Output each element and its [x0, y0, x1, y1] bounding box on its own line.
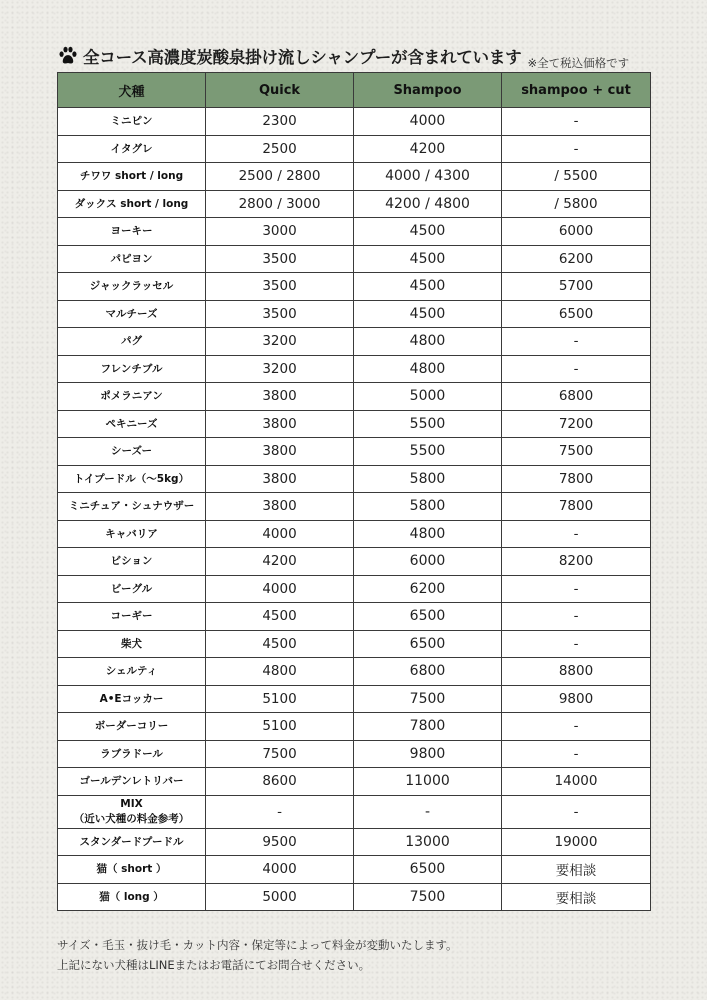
- quick-price-cell: 9500: [206, 828, 354, 856]
- footer-notes: [57, 935, 667, 975]
- shampoo-price-cell: 4500: [354, 245, 502, 273]
- breed-cell: [58, 856, 206, 884]
- table-row: [58, 135, 651, 163]
- breed-name: コーギー: [110, 610, 153, 623]
- table-row: [58, 548, 651, 576]
- table-row: [58, 245, 651, 273]
- shampoo-cut-price-cell: -: [502, 575, 651, 603]
- shampoo-price-cell: 4500: [354, 218, 502, 246]
- quick-price-cell: 4200: [206, 548, 354, 576]
- table-row: [58, 658, 651, 686]
- table-row: [58, 768, 651, 796]
- breed-name: A•Eコッカー: [99, 692, 164, 705]
- breed-cell: [58, 245, 206, 273]
- column-header-quick: Quick: [206, 73, 354, 108]
- quick-price-cell: 3800: [206, 410, 354, 438]
- quick-price-cell: 4000: [206, 856, 354, 884]
- breed-name: チワワ short / long: [79, 170, 184, 183]
- shampoo-price-cell: 4800: [354, 328, 502, 356]
- shampoo-cut-price-cell: -: [502, 740, 651, 768]
- breed-name: ミニチュア・シュナウザー: [68, 500, 195, 513]
- quick-price-cell: 2800 / 3000: [206, 190, 354, 218]
- shampoo-cut-price-cell: 6800: [502, 383, 651, 411]
- shampoo-cut-price-cell: / 5500: [502, 163, 651, 191]
- quick-price-cell: 5000: [206, 883, 354, 911]
- shampoo-price-cell: 6800: [354, 658, 502, 686]
- shampoo-cut-price-cell: 要相談: [502, 883, 651, 911]
- breed-name: 柴犬: [121, 637, 142, 650]
- shampoo-price-cell: 4000: [354, 108, 502, 136]
- breed-cell: [58, 828, 206, 856]
- quick-price-cell: 3800: [206, 465, 354, 493]
- shampoo-price-cell: 7500: [354, 685, 502, 713]
- table-row: [58, 713, 651, 741]
- table-row: [58, 438, 651, 466]
- shampoo-cut-price-cell: -: [502, 603, 651, 631]
- table-row: [58, 856, 651, 884]
- breed-name-sub: （近い犬種の料金参考）: [73, 812, 190, 825]
- breed-cell: [58, 135, 206, 163]
- breed-name: ビション: [110, 555, 153, 568]
- table-row: [58, 190, 651, 218]
- shampoo-price-cell: 5800: [354, 493, 502, 521]
- breed-name: MIX: [120, 798, 143, 811]
- paw-print-icon: [57, 45, 79, 67]
- breed-name: シェルティ: [105, 665, 158, 678]
- breed-cell: [58, 740, 206, 768]
- breed-name: ゴールデンレトリバー: [79, 775, 184, 788]
- quick-price-cell: 3200: [206, 355, 354, 383]
- shampoo-cut-price-cell: -: [502, 795, 651, 828]
- breed-cell: [58, 658, 206, 686]
- quick-price-cell: 2300: [206, 108, 354, 136]
- table-row: [58, 520, 651, 548]
- shampoo-cut-price-cell: 7500: [502, 438, 651, 466]
- breed-cell: [58, 218, 206, 246]
- breed-cell: [58, 410, 206, 438]
- shampoo-price-cell: 6500: [354, 630, 502, 658]
- quick-price-cell: 3800: [206, 438, 354, 466]
- quick-price-cell: 4800: [206, 658, 354, 686]
- breed-name: パピヨン: [110, 252, 153, 265]
- breed-cell: [58, 108, 206, 136]
- table-row: [58, 795, 651, 828]
- table-row: [58, 603, 651, 631]
- shampoo-cut-price-cell: / 5800: [502, 190, 651, 218]
- table-row: [58, 163, 651, 191]
- table-row: [58, 108, 651, 136]
- breed-cell: [58, 190, 206, 218]
- quick-price-cell: 4500: [206, 630, 354, 658]
- quick-price-cell: -: [206, 795, 354, 828]
- shampoo-cut-price-cell: -: [502, 713, 651, 741]
- breed-name: ヨーキー: [110, 225, 153, 238]
- shampoo-price-cell: 13000: [354, 828, 502, 856]
- breed-name: フレンチブル: [100, 362, 163, 375]
- table-row: [58, 328, 651, 356]
- column-header-breed: 犬種: [58, 73, 206, 108]
- shampoo-cut-price-cell: -: [502, 135, 651, 163]
- breed-name: ジャックラッセル: [89, 280, 174, 293]
- quick-price-cell: 5100: [206, 685, 354, 713]
- quick-price-cell: 3000: [206, 218, 354, 246]
- breed-name: ビーグル: [110, 582, 153, 595]
- breed-cell: [58, 328, 206, 356]
- table-row: [58, 575, 651, 603]
- shampoo-price-cell: 5000: [354, 383, 502, 411]
- shampoo-price-cell: 7800: [354, 713, 502, 741]
- shampoo-cut-price-cell: 要相談: [502, 856, 651, 884]
- shampoo-cut-price-cell: 19000: [502, 828, 651, 856]
- column-header-shampoo-cut: shampoo + cut: [502, 73, 651, 108]
- tax-note: ※全て税込価格です: [527, 56, 630, 70]
- shampoo-price-cell: 7500: [354, 883, 502, 911]
- shampoo-price-cell: 6500: [354, 603, 502, 631]
- table-row: [58, 465, 651, 493]
- shampoo-price-cell: 11000: [354, 768, 502, 796]
- shampoo-price-cell: 5800: [354, 465, 502, 493]
- breed-name: トイプードル（～5kg）: [73, 472, 190, 485]
- table-row: [58, 740, 651, 768]
- shampoo-price-cell: 5500: [354, 410, 502, 438]
- shampoo-cut-price-cell: 9800: [502, 685, 651, 713]
- shampoo-price-cell: -: [354, 795, 502, 828]
- quick-price-cell: 3200: [206, 328, 354, 356]
- shampoo-price-cell: 4800: [354, 355, 502, 383]
- shampoo-cut-price-cell: 7800: [502, 493, 651, 521]
- breed-cell: [58, 685, 206, 713]
- breed-cell: [58, 630, 206, 658]
- shampoo-cut-price-cell: 5700: [502, 273, 651, 301]
- shampoo-price-cell: 4500: [354, 300, 502, 328]
- table-row: [58, 218, 651, 246]
- shampoo-cut-price-cell: 14000: [502, 768, 651, 796]
- quick-price-cell: 4000: [206, 575, 354, 603]
- shampoo-price-cell: 4200 / 4800: [354, 190, 502, 218]
- shampoo-cut-price-cell: 7200: [502, 410, 651, 438]
- quick-price-cell: 3500: [206, 245, 354, 273]
- table-row: [58, 685, 651, 713]
- breed-name: ポメラニアン: [100, 390, 163, 403]
- breed-cell: [58, 768, 206, 796]
- shampoo-price-cell: 5500: [354, 438, 502, 466]
- breed-cell: [58, 355, 206, 383]
- footer-line-1: サイズ・毛玉・抜け毛・カット内容・保定等によって料金が変動いたします。: [57, 938, 458, 952]
- shampoo-price-cell: 4500: [354, 273, 502, 301]
- shampoo-price-cell: 6500: [354, 856, 502, 884]
- table-header-row: [58, 73, 651, 108]
- breed-name: 猫（ long ）: [99, 890, 164, 903]
- shampoo-cut-price-cell: -: [502, 328, 651, 356]
- table-row: [58, 273, 651, 301]
- breed-cell: [58, 603, 206, 631]
- breed-name: スタンダードプードル: [79, 835, 184, 848]
- table-row: [58, 300, 651, 328]
- breed-cell: [58, 548, 206, 576]
- shampoo-cut-price-cell: -: [502, 108, 651, 136]
- breed-cell: [58, 465, 206, 493]
- breed-cell: [58, 520, 206, 548]
- table-row: [58, 355, 651, 383]
- breed-name: ラブラドール: [100, 747, 163, 760]
- shampoo-cut-price-cell: -: [502, 355, 651, 383]
- table-row: [58, 410, 651, 438]
- breed-name: ペキニーズ: [105, 417, 158, 430]
- shampoo-price-cell: 9800: [354, 740, 502, 768]
- quick-price-cell: 3800: [206, 493, 354, 521]
- breed-name: 猫（ short ）: [96, 863, 167, 876]
- quick-price-cell: 3500: [206, 273, 354, 301]
- column-header-shampoo: Shampoo: [354, 73, 502, 108]
- breed-name: ミニピン: [110, 115, 153, 128]
- breed-cell: [58, 383, 206, 411]
- shampoo-cut-price-cell: 6000: [502, 218, 651, 246]
- shampoo-cut-price-cell: 8800: [502, 658, 651, 686]
- breed-cell: [58, 883, 206, 911]
- breed-cell: [58, 273, 206, 301]
- quick-price-cell: 3500: [206, 300, 354, 328]
- breed-name: イタグレ: [110, 142, 153, 155]
- shampoo-price-cell: 6000: [354, 548, 502, 576]
- quick-price-cell: 4500: [206, 603, 354, 631]
- breed-cell: [58, 795, 206, 828]
- breed-cell: [58, 300, 206, 328]
- shampoo-price-cell: 6200: [354, 575, 502, 603]
- table-row: [58, 630, 651, 658]
- breed-name: マルチーズ: [105, 307, 158, 320]
- breed-cell: [58, 575, 206, 603]
- shampoo-cut-price-cell: 6200: [502, 245, 651, 273]
- shampoo-cut-price-cell: 8200: [502, 548, 651, 576]
- breed-name: キャバリア: [105, 527, 158, 540]
- breed-cell: [58, 713, 206, 741]
- table-row: [58, 828, 651, 856]
- footer-line-2: 上記にない犬種はLINEまたはお電話にてお問合せください。: [57, 958, 371, 972]
- breed-name: シーズー: [111, 445, 152, 458]
- shampoo-cut-price-cell: -: [502, 630, 651, 658]
- quick-price-cell: 5100: [206, 713, 354, 741]
- table-row: [58, 383, 651, 411]
- breed-name: ダックス short / long: [74, 197, 189, 210]
- price-table: [57, 72, 651, 911]
- page-header: [57, 42, 657, 68]
- breed-cell: [58, 163, 206, 191]
- shampoo-cut-price-cell: 6500: [502, 300, 651, 328]
- breed-cell: [58, 493, 206, 521]
- breed-name: パグ: [121, 335, 142, 348]
- table-row: [58, 883, 651, 911]
- quick-price-cell: 2500 / 2800: [206, 163, 354, 191]
- quick-price-cell: 7500: [206, 740, 354, 768]
- page-title: 全コース高濃度炭酸泉掛け流しシャンプーが含まれています: [83, 48, 522, 67]
- quick-price-cell: 3800: [206, 383, 354, 411]
- quick-price-cell: 4000: [206, 520, 354, 548]
- quick-price-cell: 8600: [206, 768, 354, 796]
- shampoo-price-cell: 4000 / 4300: [354, 163, 502, 191]
- shampoo-price-cell: 4800: [354, 520, 502, 548]
- shampoo-price-cell: 4200: [354, 135, 502, 163]
- breed-cell: [58, 438, 206, 466]
- table-row: [58, 493, 651, 521]
- breed-name: ボーダーコリー: [94, 720, 169, 733]
- quick-price-cell: 2500: [206, 135, 354, 163]
- shampoo-cut-price-cell: -: [502, 520, 651, 548]
- shampoo-cut-price-cell: 7800: [502, 465, 651, 493]
